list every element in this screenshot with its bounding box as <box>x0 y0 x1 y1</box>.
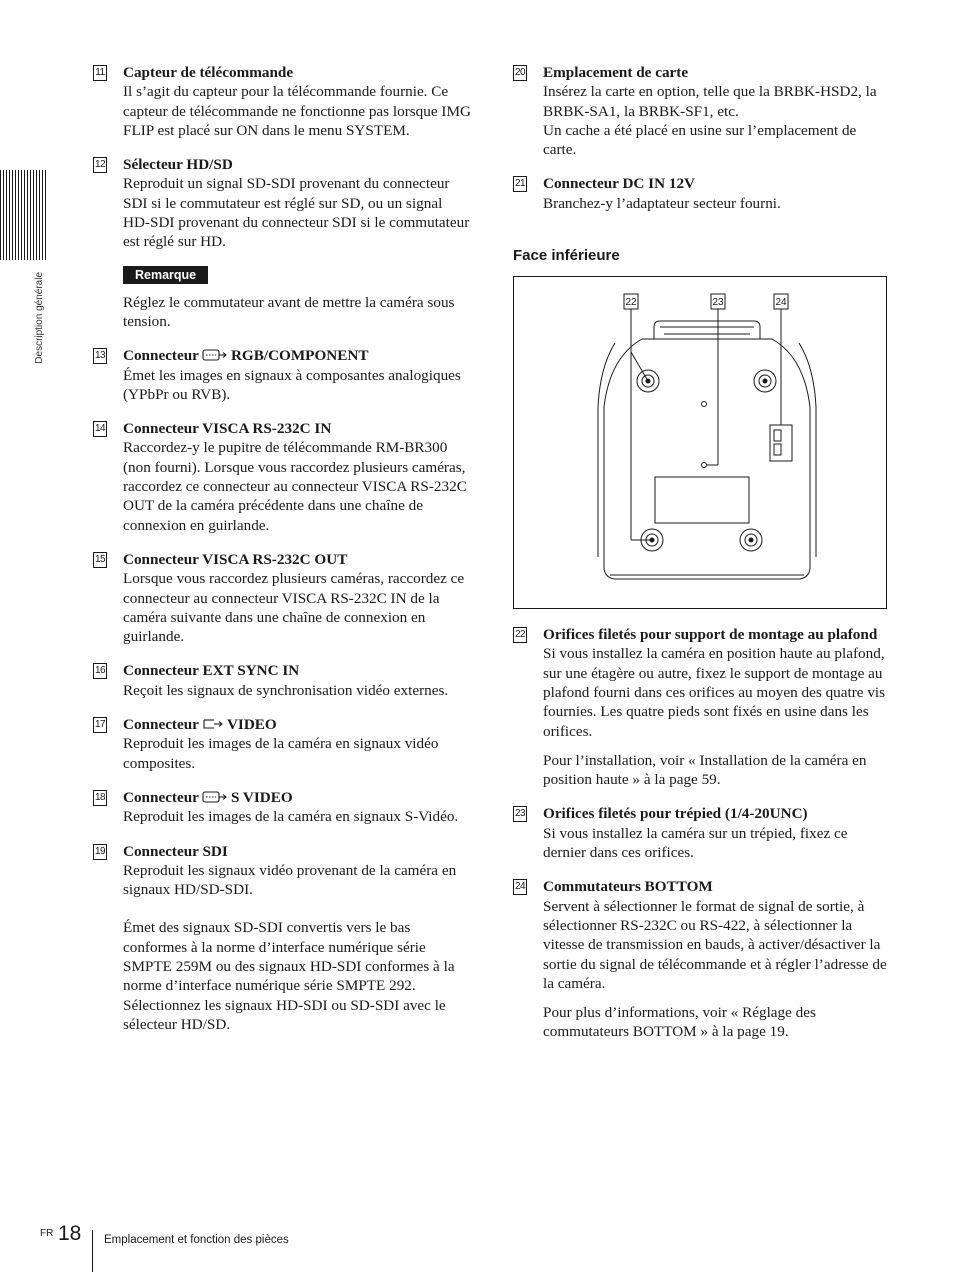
title-prefix: Connecteur <box>123 788 199 806</box>
bottom-view-figure <box>513 276 887 609</box>
entry-body: Branchez-y l’adaptateur secteur fourni. <box>543 194 781 212</box>
entry-title <box>123 715 473 734</box>
entry-body: Reproduit les signaux vidéo provenant de la caméra en signaux HD/SD-SDI. <box>123 861 457 899</box>
title-prefix: Connecteur <box>123 347 199 365</box>
entry-15 <box>93 550 473 646</box>
footer-language: FR <box>40 1228 54 1239</box>
entry-title <box>123 788 473 807</box>
entry-13 <box>93 346 473 404</box>
right-column <box>513 63 893 1057</box>
entry-body: Reçoit les signaux de synchronisation vidéo externes. <box>123 681 449 699</box>
title-suffix: S VIDEO <box>230 788 293 806</box>
entry-title: Connecteur SDI <box>123 842 228 860</box>
figure-callout-22: 22 <box>625 297 637 309</box>
entry-body: Reproduit les images de la caméra en signaux vidéo composites. <box>123 735 439 772</box>
callout-number: 19 <box>93 844 107 860</box>
figure-callout-23: 23 <box>712 297 724 309</box>
entry-19 <box>93 842 473 1035</box>
entry-16 <box>93 661 473 700</box>
callout-number: 17 <box>93 717 107 733</box>
side-tab-marker <box>0 170 47 260</box>
entry-title: Orifices filetés pour support de montage au plafond <box>543 626 878 644</box>
footer-section-title: Emplacement et fonction des pièces <box>104 1234 289 1246</box>
entry-title: Commutateurs BOTTOM <box>543 878 713 896</box>
callout-number: 18 <box>93 790 107 806</box>
entry-body: Si vous installez la caméra sur un trépied, fixez ce dernier dans ces orifices. <box>543 824 848 862</box>
entry-11 <box>93 63 473 140</box>
entry-23 <box>513 804 893 862</box>
callout-number: 15 <box>93 552 107 568</box>
callout-number: 14 <box>93 421 107 437</box>
entry-extra: Pour l’installation, voir « Installation de la caméra en position haute » à la page 59. <box>543 751 867 789</box>
callout-number: 22 <box>513 627 527 643</box>
callout-number: 23 <box>513 806 527 822</box>
callout-number: 11 <box>93 65 107 81</box>
entry-22 <box>513 625 893 789</box>
footer-divider <box>92 1230 93 1272</box>
note-text: Réglez le commutateur avant de mettre la caméra sous tension. <box>123 293 455 330</box>
entry-body: Si vous installez la caméra en position haute au plafond, sur une étagère ou autre, fixez le support de montage au plafond fourni dans ces orifices au moyen des quatre vis fournies. Les quatre pieds sont fixés en usine dans les orifices. <box>543 645 886 740</box>
camera-bottom-diagram <box>514 277 886 608</box>
entry-body: Émet les images en signaux à composantes analogiques (YPbPr ou RVB). <box>123 366 461 403</box>
entry-20 <box>513 63 893 159</box>
entry-body: Lorsque vous raccordez plusieurs caméras, raccordez ce connecteur au connecteur VISCA RS-232C IN de la caméra suivante dans une chaîne de connexion en guirlande. <box>123 570 465 646</box>
callout-number: 24 <box>513 879 527 895</box>
entry-title <box>123 346 473 365</box>
entry-title: Connecteur VISCA RS-232C OUT <box>123 550 348 568</box>
entry-title: Connecteur DC IN 12V <box>543 175 696 193</box>
signal-output-icon <box>202 348 228 362</box>
entry-body: Servent à sélectionner le format de signal de sortie, à sélectionner RS-232C ou RS-422, à sélectionner la vitesse de transmission en bauds, à activer/désactiver la sortie du signal de télécommande et à régler l’adresse de la caméra. <box>543 897 887 992</box>
callout-number: 21 <box>513 176 527 192</box>
section-heading: Face inférieure <box>513 247 620 265</box>
entry-body: Insérez la carte en option, telle que la BRBK-HSD2, la BRBK-SA1, la BRBK-SF1, etc. <box>543 83 877 120</box>
callout-number: 12 <box>93 157 107 173</box>
entry-17 <box>93 715 473 773</box>
title-prefix: Connecteur <box>123 716 199 734</box>
title-suffix: RGB/COMPONENT <box>230 347 369 365</box>
entry-body: Reproduit les images de la caméra en signaux S-Vidéo. <box>123 808 459 826</box>
video-output-icon <box>202 717 224 731</box>
entry-title: Emplacement de carte <box>543 64 689 81</box>
entry-title: Sélecteur HD/SD <box>123 156 233 174</box>
entry-14 <box>93 419 473 535</box>
entry-body-2: Un cache a été placé en usine sur l’emplacement de carte. <box>543 121 857 159</box>
entry-extra: Émet des signaux SD-SDI convertis vers le bas conformes à la norme d’interface numérique série SMPTE 259M ou des signaux HD-SDI conformes à la norme d’interface numérique série SMPTE 292. Sélectionnez les signaux HD-SDI ou SD-SDI avec le sélecteur HD/SD. <box>123 919 455 1033</box>
callout-number: 13 <box>93 348 107 364</box>
entry-body: Raccordez-y le pupitre de télécommande RM-BR300 (non fourni). Lorsque vous raccordez plusieurs caméras, raccordez ce connecteur au connecteur VISCA RS-232C OUT de la caméra précédente dans une chaîne de connexion en guirlande. <box>123 439 467 534</box>
entry-title: Orifices filetés pour trépied (1/4-20UNC) <box>543 805 808 823</box>
callout-number: 16 <box>93 663 107 679</box>
s-video-output-icon <box>202 790 228 804</box>
entry-21 <box>513 174 893 213</box>
entry-12 <box>93 155 473 331</box>
side-section-label: Description générale <box>34 272 45 364</box>
entry-extra: Pour plus d’informations, voir « Réglage des commutateurs BOTTOM » à la page 19. <box>543 1004 816 1041</box>
figure-callout-24: 24 <box>775 297 787 309</box>
entry-title: Connecteur EXT SYNC IN <box>123 662 300 680</box>
callout-number: 20 <box>513 65 527 81</box>
entry-title: Capteur de télécommande <box>123 64 294 81</box>
entry-body: Reproduit un signal SD-SDI provenant du connecteur SDI si le commutateur est réglé sur SD, ou un signal HD-SDI provenant du connecteur SDI si le commutateur est réglé sur HD. <box>123 175 470 251</box>
entry-24 <box>513 877 893 1041</box>
entry-18 <box>93 788 473 827</box>
title-suffix: VIDEO <box>226 716 277 734</box>
entry-body: Il s’agit du capteur pour la télécommande fournie. Ce capteur de télécommande ne fonctionne pas lorsque IMG FLIP est placé sur ON dans le menu SYSTEM. <box>123 83 471 139</box>
left-column <box>93 63 473 1049</box>
page-number: 18 <box>58 1222 82 1245</box>
entry-title: Connecteur VISCA RS-232C IN <box>123 420 332 438</box>
note-label: Remarque <box>123 266 208 284</box>
